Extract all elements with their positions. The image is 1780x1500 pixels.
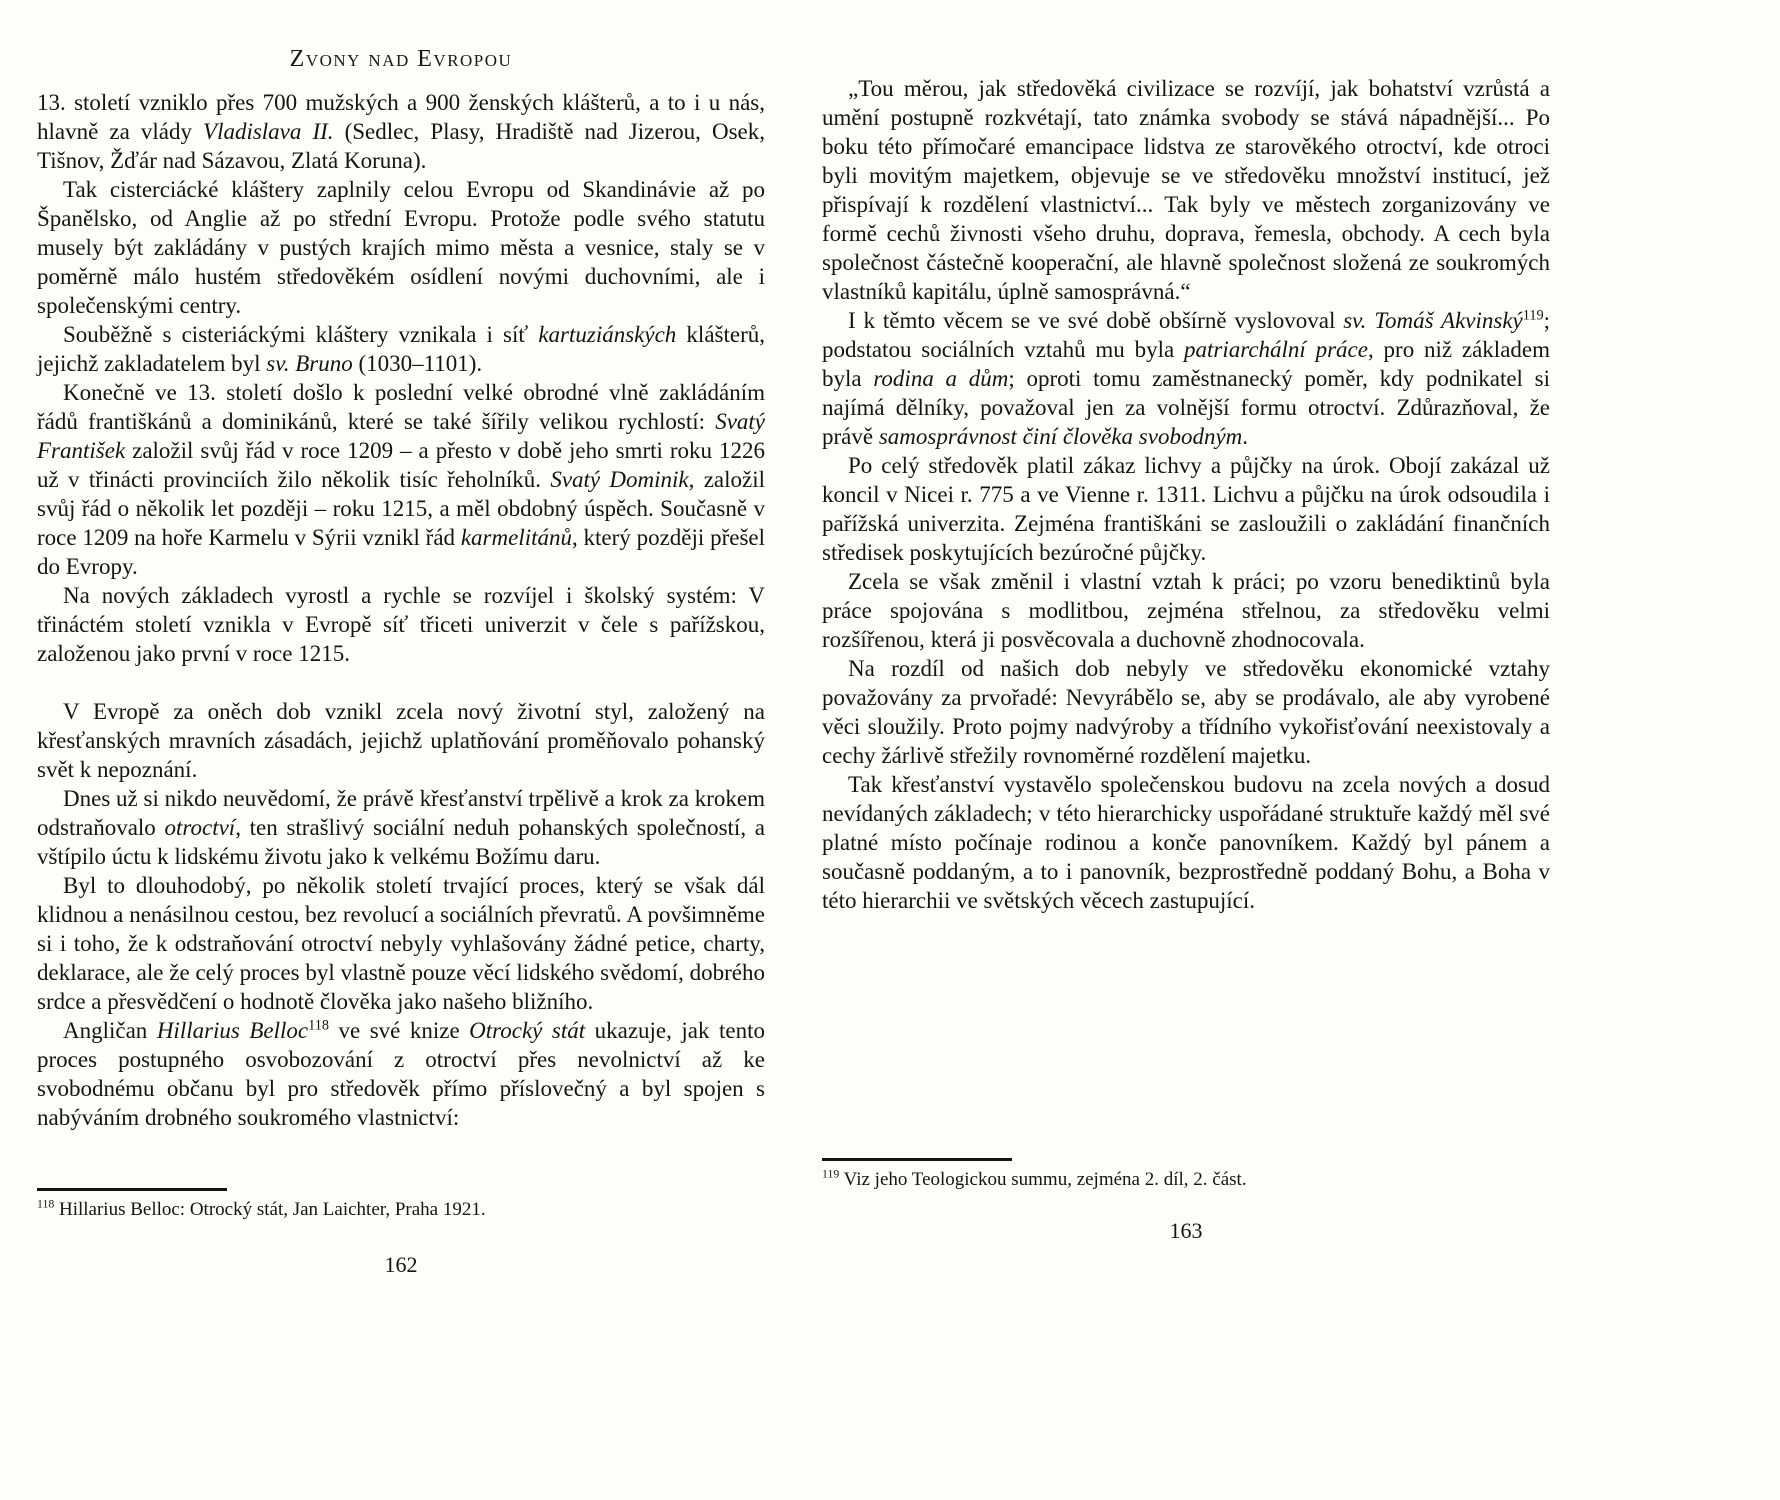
text-run: Otrocký stát <box>469 1018 586 1043</box>
text-run: Hillarius Belloc: Otrocký stát, Jan Laichter, Praha 1921. <box>54 1199 486 1220</box>
text-run: Dnes už si nikdo neuvědomí, že právě křesťanství trpělivě a krok za krokem odstraňovalo <box>37 786 765 840</box>
text-run: klášterů, jejichž zakladatelem byl <box>37 322 765 376</box>
footnote-ref: 118 <box>308 1017 329 1034</box>
paragraph <box>37 88 765 175</box>
left-page-body <box>37 88 765 1132</box>
text-run: Zcela se však změnil i vlastní vztah k práci; po vzoru benediktinů byla práce spojována s modlitbou, zejména střelnou, za středověku velmi rozšířenou, která ji posvěcovala a duchovně zhodnocovala. <box>822 569 1550 652</box>
left-footnote-block <box>37 1188 765 1222</box>
text-run: , ten strašlivý sociální neduh pohanských společností, a vštípilo úctu k lidskému životu jako k velkému Božímu daru. <box>37 815 765 869</box>
text-run: Tak křesťanství vystavělo společenskou budovu na zcela nových a dosud nevídaných základech; v této hierarchicky uspořádané struktuře každý měl své platné místo počínaje rodinou a konče panovníkem. Každý byl pánem a současně poddaným, a to i panovník, bezprostředně poddaný Bohu, a Boha v této hierarchii ve světských věcech zastupující. <box>822 772 1550 913</box>
paragraph <box>37 581 765 668</box>
paragraph <box>822 567 1550 654</box>
paragraph <box>822 451 1550 567</box>
text-run: kartuziánských <box>538 322 677 347</box>
text-run: Vladislava II. <box>203 119 334 144</box>
text-run: Hillarius Belloc <box>156 1018 309 1043</box>
text-run: ukazuje, jak tento proces postupného osvobozování z otroctví přes nevolnictví až ke svobodnému občanu byl pro středověk přímo příslovečný a byl spojen s nabýváním drobného soukromého vlastnictví: <box>37 1018 765 1130</box>
text-run: , který později přešel do Evropy. <box>37 525 765 579</box>
page-number-left: 162 <box>384 1252 418 1277</box>
text-run: (Sedlec, Plasy, Hradiště nad Jizerou, Osek, Tišnov, Žďár nad Sázavou, Zlatá Koruna). <box>37 119 766 173</box>
running-head: Zvony nad Evropou <box>289 46 513 72</box>
text-run: ; oproti tomu zaměstnanecký poměr, kdy podnikatel si najímá dělníky, považoval jen za volnější formu otroctví. Zdůrazňoval, že právě <box>822 366 1551 449</box>
text-run: 13. století vzniklo přes 700 mužských a 900 ženských klášterů, a to i u nás, hlavně za vlády <box>37 90 765 144</box>
right-footnote-block <box>822 1158 1550 1192</box>
text-run: Konečně ve 13. století došlo k poslední velké obrodné vlně zakládáním řádů františkánů a dominikánů, které se také šířily velikou rychlostí: <box>37 380 765 434</box>
paragraph <box>822 306 1550 451</box>
text-run: . <box>1242 424 1249 449</box>
text-run: patriarchální práce <box>1183 337 1368 362</box>
text-run: (1030–1101). <box>352 351 483 376</box>
paragraph <box>37 697 765 784</box>
footnote-text <box>822 1168 1550 1192</box>
text-run: Svatý Dominik <box>550 467 689 492</box>
text-run: Na nových základech vyrostl a rychle se rozvíjel i školský systém: V třináctém století vznikla v Evropě síť třiceti univerzit v čele s pařížskou, založenou jako první v roce 1215. <box>37 583 765 666</box>
footnote-ref: 119 <box>822 1167 840 1181</box>
text-run: ; podstatou sociálních vztahů mu byla <box>822 308 1550 362</box>
paragraph <box>37 320 765 378</box>
text-run: Na rozdíl od našich dob nebyly ve středověku ekonomické vztahy považovány za prvořadé: Nevyrábělo se, aby se prodávalo, ale aby vyrobené věci sloužily. Proto pojmy nadvýroby a třídního vykořisťování neexistovaly a cechy žárlivě střežily rovnoměrné rozdělení majetku. <box>822 656 1550 768</box>
right-page-body <box>822 74 1550 915</box>
text-run: Angličan <box>63 1018 157 1043</box>
book-page-left <box>37 0 765 1500</box>
text-run: Souběžně s cisteriáckými kláštery vznikala i síť <box>63 322 539 347</box>
text-run: , pro niž základem byla <box>822 337 1551 391</box>
paragraph <box>37 1016 765 1132</box>
text-run: rodina a dům <box>873 366 1009 391</box>
text-run: sv. Tomáš Akvinský <box>1343 308 1523 333</box>
text-run: Tak cisterciácké kláštery zaplnily celou Evropu od Skandinávie až po Španělsko, od Anglie až po střední Evropu. Protože podle svého statutu musely být zakládány v pustých krajích mimo města a vesnice, staly se v poměrně málo hustém středověkém osídlení novými duchovními, ale i společenskými centry. <box>37 177 765 318</box>
text-run: , založil svůj řád o několik let později – roku 1215, a měl obdobný úspěch. Současně v roce 1209 na hoře Karmelu v Sýrii vznikl řád <box>37 467 766 550</box>
paragraph <box>37 784 765 871</box>
text-run: ve své knize <box>329 1018 470 1043</box>
footnote-ref: 118 <box>37 1197 55 1211</box>
paragraph <box>822 654 1550 770</box>
paragraph <box>37 378 765 581</box>
text-run: „Tou měrou, jak středověká civilizace se rozvíjí, jak bohatství vzrůstá a umění postupně rozkvétají, tato známka svobody se stává nápadnější... Po boku této přímočaré emancipace lidstva ze starověkého otroctví, kde otroci byli movitým majetkem, objevuje se ve středověku množství institucí, jež přispívají k rozdělení vlastnictví... Tak byly ve městech zorganizovány ve formě cechů živnosti všeho druhu, doprava, řemesla, obchody. A cech byla společnost částečně kooperační, ale hlavně společnost složená ze soukromých vlastníků kapitálu, úplně samosprávná.“ <box>822 76 1550 304</box>
text-run: Byl to dlouhodobý, po několik století trvající proces, který se však dál klidnou a nenásilnou cestou, bez revolucí a sociálních převratů. A povšimněme si i toho, že k odstraňování otroctví nebyly vyhlašovány žádné petice, charty, deklarace, ale že celý proces byl vlastně pouze věcí lidského svědomí, dobrého srdce a přesvědčení o hodnotě člověka jako našeho bližního. <box>37 873 765 1014</box>
text-run: Viz jeho Teologickou summu, zejména 2. díl, 2. část. <box>839 1169 1247 1190</box>
text-run: Po celý středověk platil zákaz lichvy a půjčky na úrok. Obojí zakázal už koncil v Nicei r. 775 a ve Vienne r. 1311. Lichvu a půjčku na úrok odsoudila i pařížská univerzita. Zejména františkáni se zasloužili o zakládání finančních středisek poskytujících bezúročné půjčky. <box>822 453 1550 565</box>
footnote-rule <box>822 1158 1012 1161</box>
paragraph <box>822 770 1550 915</box>
text-run: sv. Bruno <box>266 351 353 376</box>
text-run: samosprávnost činí člověka svobodným <box>878 424 1243 449</box>
text-run: založil svůj řád v roce 1209 – a přesto v době jeho smrti roku 1226 už v třinácti provinciích žilo několik tisíc řeholníků. <box>37 438 765 492</box>
paragraph <box>37 871 765 1016</box>
footnote-rule <box>37 1188 227 1191</box>
footnote-ref: 119 <box>1522 307 1544 324</box>
text-run: otroctví <box>164 815 236 840</box>
text-run: Svatý František <box>37 409 765 463</box>
text-run: karmelitánů <box>460 525 572 550</box>
text-run: I k těmto věcem se ve své době obšírně vyslovoval <box>848 308 1344 333</box>
text-run: V Evropě za oněch dob vznikl zcela nový životní styl, založený na křesťanských mravních zásadách, jejichž uplatňování proměňovalo pohanský svět k nepoznání. <box>37 699 765 782</box>
paragraph <box>822 74 1550 306</box>
paragraph <box>37 175 765 320</box>
footnote-text <box>37 1198 765 1222</box>
book-page-right <box>822 0 1550 1500</box>
page-number-right: 163 <box>1169 1218 1203 1243</box>
